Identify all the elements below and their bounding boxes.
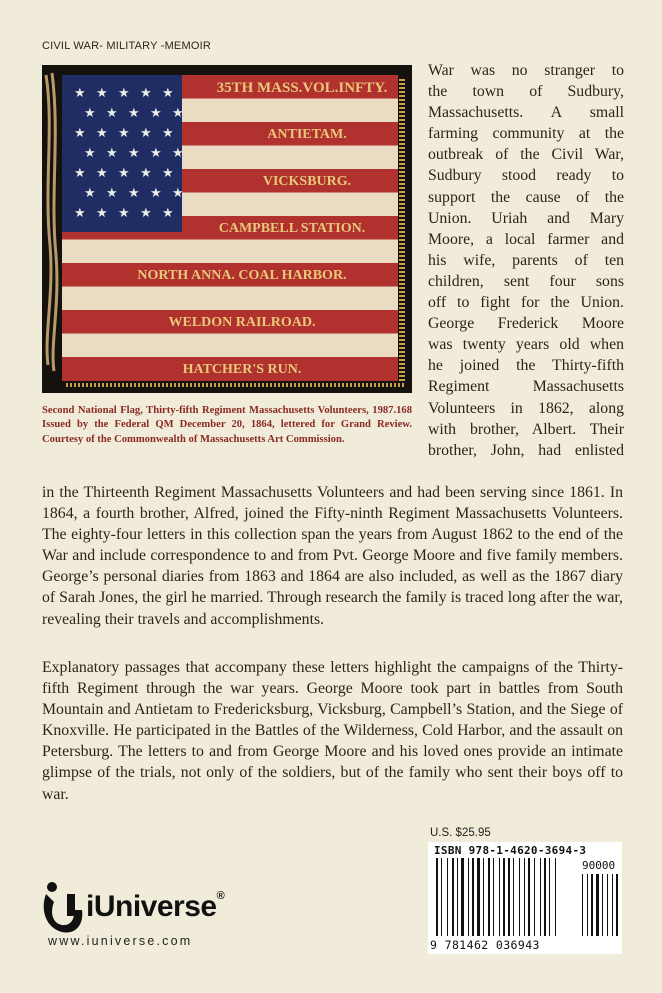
flag-banner-text: 35TH MASS.VOL.INFTY. xyxy=(216,80,388,96)
intro-line: outbreak of the Civil War, xyxy=(428,146,624,164)
intro-line: he joined the Thirty-fifth xyxy=(428,357,624,375)
intro-column xyxy=(428,60,624,461)
flag-star: ★ xyxy=(162,165,174,180)
barcode-bar xyxy=(452,858,454,936)
flag-star: ★ xyxy=(140,165,152,180)
intro-line: Moore, a local farmer and xyxy=(428,230,624,248)
flag-star: ★ xyxy=(162,205,174,220)
flag-stripe xyxy=(62,287,398,311)
intro-line: children, sent four sons xyxy=(428,272,624,290)
barcode-addon-bar xyxy=(612,874,613,936)
flag-image xyxy=(42,65,412,393)
intro-line: George Frederick Moore xyxy=(428,315,624,333)
barcode-bar xyxy=(513,858,514,936)
flag-star: ★ xyxy=(128,105,140,120)
flag-star: ★ xyxy=(74,125,86,140)
intro-line: off to fight for the Union. xyxy=(428,294,624,312)
flag-star: ★ xyxy=(96,205,108,220)
barcode-bar xyxy=(468,858,469,936)
flag-star: ★ xyxy=(84,145,96,160)
flag-star: ★ xyxy=(96,125,108,140)
body-paragraph-2: Explanatory passages that accompany these letters highlight the campaigns of the Thirty-fifth Regiment through the war years. George Moore took part in battles from South Mountain and Antietam to Fredericksburg, Vicksburg, Campbell’s Station, and the Siege of Knoxville. He participated in the Battles of the Wilderness, Cold Harbor, and the assault on Petersburg. The letters to and from George Moore and his loved ones provide an intimate glimpse of the trials, not only of the soldiers, but of the family who sent their boys off to war. xyxy=(42,659,623,803)
intro-line: Union. Uriah and Mary xyxy=(428,209,624,227)
barcode-bar xyxy=(540,858,541,936)
isbn-barcode xyxy=(428,842,622,954)
barcode-bar xyxy=(441,858,442,936)
flag-honor-text: NORTH ANNA. COAL HARBOR. xyxy=(137,268,347,283)
barcode-addon-bar xyxy=(607,874,608,936)
addon-code: 90000 xyxy=(582,859,616,872)
flag-star: ★ xyxy=(106,145,118,160)
flag-caption: Second National Flag, Thirty-fifth Regiment Massachusetts Volunteers, 1987.168 Issued by the Federal QM December 20, 1864, lettered for Grand Review. Courtesy of the Commonwealth of Massachusetts Art Commission. xyxy=(42,405,412,445)
barcode-bar xyxy=(477,858,480,936)
barcode-digits: 9 781462 036943 xyxy=(430,938,540,952)
barcode-bar xyxy=(483,858,484,936)
flag-star: ★ xyxy=(118,165,130,180)
intro-line: with brother, Albert. Their xyxy=(428,420,624,438)
barcode-bar xyxy=(503,858,505,936)
flag-star: ★ xyxy=(162,85,174,100)
flag-star: ★ xyxy=(84,185,96,200)
barcode-bar xyxy=(524,858,525,936)
flag-star: ★ xyxy=(172,145,184,160)
flag-star: ★ xyxy=(118,85,130,100)
barcode-bar xyxy=(493,858,494,936)
flag-star: ★ xyxy=(172,185,184,200)
intro-line: farming community at the xyxy=(428,125,624,143)
flag-star: ★ xyxy=(96,165,108,180)
barcode-addon-bar xyxy=(602,874,603,936)
flag-star: ★ xyxy=(74,165,86,180)
flag-star: ★ xyxy=(162,125,174,140)
flag-star: ★ xyxy=(150,145,162,160)
barcode-bar xyxy=(519,858,520,936)
barcode-bar xyxy=(457,858,458,936)
flag-stripe xyxy=(62,240,398,264)
barcode-bar xyxy=(528,858,530,936)
flag-star: ★ xyxy=(140,125,152,140)
flag-star: ★ xyxy=(118,125,130,140)
flag-star: ★ xyxy=(140,205,152,220)
barcode-bar xyxy=(447,858,448,936)
barcode-bar xyxy=(549,858,550,936)
barcode-addon-bar xyxy=(596,874,599,936)
intro-line: Regiment Massachusetts xyxy=(428,378,624,396)
flag-star: ★ xyxy=(128,185,140,200)
publisher-url[interactable]: www.iuniverse.com xyxy=(48,934,193,948)
intro-line: War was no stranger to xyxy=(428,62,624,79)
barcode-addon-bar xyxy=(616,874,618,936)
barcode-bar xyxy=(461,858,464,936)
flag-honor-text: CAMPBELL STATION. xyxy=(218,221,366,236)
intro-line: Volunteers in 1862, along xyxy=(428,399,624,417)
flag-photo xyxy=(42,65,412,393)
barcode-bar xyxy=(555,858,556,936)
barcode-addon-bar xyxy=(587,874,588,936)
flag-honor-text: VICKSBURG. xyxy=(262,174,352,189)
genre-label: CIVIL WAR- MILITARY -MEMOIR xyxy=(42,40,211,52)
flag-star: ★ xyxy=(128,145,140,160)
flag-honor-text: ANTIETAM. xyxy=(267,127,347,142)
flag-honor-text: HATCHER'S RUN. xyxy=(182,362,302,377)
flag-star: ★ xyxy=(106,105,118,120)
flag-star: ★ xyxy=(96,85,108,100)
flag-star: ★ xyxy=(74,205,86,220)
publisher-name: iUniverse® xyxy=(86,890,225,923)
intro-line: the town of Sudbury, xyxy=(428,83,624,101)
intro-line: brother, John, had enlisted xyxy=(428,441,624,459)
barcode-bar xyxy=(436,858,438,936)
flag-star: ★ xyxy=(106,185,118,200)
flag-star: ★ xyxy=(118,205,130,220)
barcode-bar xyxy=(534,858,535,936)
flag-star: ★ xyxy=(140,85,152,100)
barcode-bar xyxy=(544,858,546,936)
barcode-bar xyxy=(472,858,474,936)
intro-line: Massachusetts. A small xyxy=(428,104,624,122)
barcode-addon-bar xyxy=(582,874,583,936)
intro-line: Sudbury stood ready to xyxy=(428,167,624,185)
barcode-bar xyxy=(508,858,510,936)
barcode-bar xyxy=(499,858,500,936)
flag-star: ★ xyxy=(84,105,96,120)
flag-star: ★ xyxy=(74,85,86,100)
price-label: U.S. $25.95 xyxy=(430,827,491,839)
intro-line: support the cause of the xyxy=(428,188,624,206)
flag-star: ★ xyxy=(150,105,162,120)
barcode-bar xyxy=(488,858,490,936)
body-paragraph-1: in the Thirteenth Regiment Massachusetts Volunteers and had been serving since 1861. In 1864, a fourth brother, Alfred, joined the Fifty-ninth Regiment Massachusetts Volunteers. The eighty-four letters in this collection span the years from August 1862 to the end of the War and include correspondence to and from Pvt. George Moore and five family members. George’s personal diaries from 1863 and 1864 are also included, as well as the 1867 diary of Sarah Jones, the girl he married. Through research the family is traced long after the war, revealing their travels and accomplishments. xyxy=(42,484,623,628)
flag-star: ★ xyxy=(150,185,162,200)
flag-star: ★ xyxy=(172,105,184,120)
flag-honor-text: WELDON RAILROAD. xyxy=(168,315,316,330)
isbn-label: ISBN 978-1-4620-3694-3 xyxy=(434,844,587,857)
intro-line: his wife, parents of ten xyxy=(428,251,624,269)
intro-line: was twenty years old when xyxy=(428,336,624,354)
flag-stripe xyxy=(62,334,398,358)
barcode-addon-bar xyxy=(591,874,593,936)
